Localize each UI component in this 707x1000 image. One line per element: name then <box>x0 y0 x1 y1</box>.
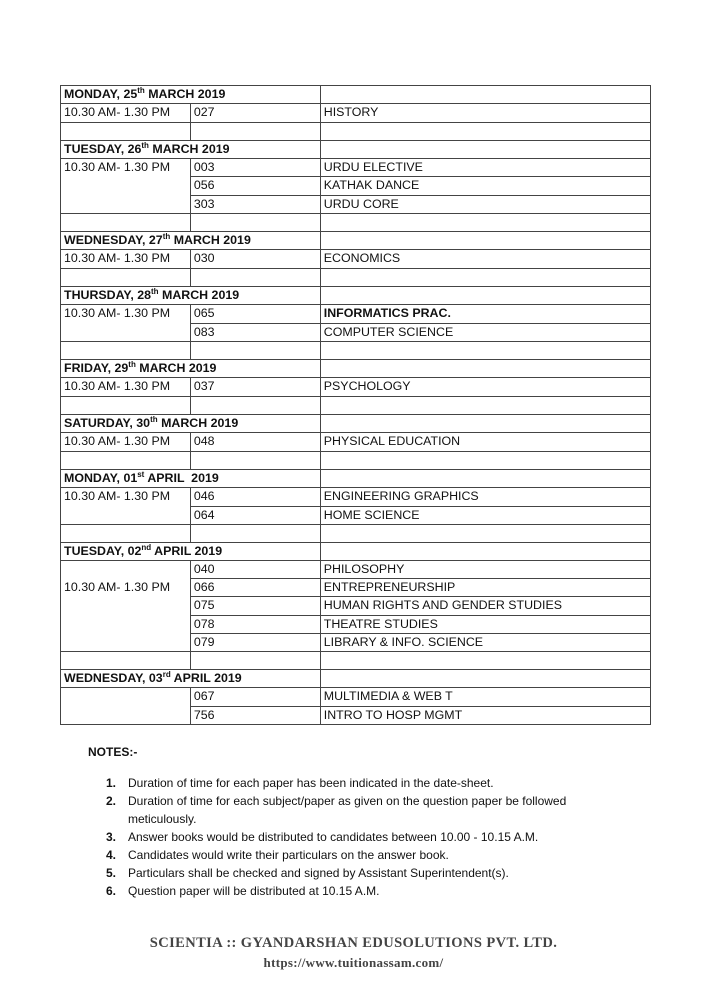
subject-name: ECONOMICS <box>320 250 650 269</box>
exam-time-text: 10.30 AM- 1.30 PM <box>64 160 171 174</box>
subject-name: PHILOSOPHY <box>320 561 650 579</box>
exam-time-text: 10.30 AM- 1.30 PM <box>64 105 171 119</box>
date-sheet-table <box>60 85 651 725</box>
note-number: 3. <box>106 830 117 844</box>
exam-time-text: 10.30 AM- 1.30 PM <box>64 379 171 393</box>
exam-date-day: MONDAY, 01 <box>64 471 138 485</box>
subject-name: PHYSICAL EDUCATION <box>320 433 650 452</box>
subject-code: 048 <box>190 433 320 452</box>
empty-cell <box>190 342 320 360</box>
note-number: 5. <box>106 866 117 880</box>
empty-cell <box>61 123 191 141</box>
spacer-row <box>61 269 651 287</box>
notes-list <box>106 774 598 900</box>
subject-name: MULTIMEDIA & WEB T <box>320 688 650 707</box>
empty-cell <box>320 652 650 670</box>
empty-cell <box>190 214 320 232</box>
day-header-row <box>61 470 651 488</box>
subject-row <box>61 250 651 269</box>
empty-cell <box>320 123 650 141</box>
subject-name: INFORMATICS PRAC. <box>320 305 650 324</box>
empty-cell <box>320 342 650 360</box>
subject-name: HUMAN RIGHTS AND GENDER STUDIES <box>320 597 650 615</box>
spacer-row <box>61 397 651 415</box>
subject-name: COMPUTER SCIENCE <box>320 323 650 342</box>
subject-name: PSYCHOLOGY <box>320 378 650 397</box>
exam-date-month: MARCH 2019 <box>148 142 230 156</box>
empty-cell <box>320 360 650 378</box>
spacer-row <box>61 525 651 543</box>
note-text: Candidates would write their particulars on the answer book. <box>128 848 449 862</box>
day-header-row <box>61 415 651 433</box>
subject-code: 066 <box>190 579 320 597</box>
exam-date-day: THURSDAY, 28 <box>64 288 151 302</box>
exam-time <box>61 305 191 342</box>
exam-time-text: 10.30 AM- 1.30 PM <box>64 489 171 503</box>
empty-cell <box>61 342 191 360</box>
spacer-row <box>61 214 651 232</box>
exam-time <box>61 378 191 397</box>
exam-date-ordinal: th <box>137 86 145 95</box>
empty-cell <box>320 525 650 543</box>
subject-code: 756 <box>190 706 320 725</box>
subject-name: ENTREPRENEURSHIP <box>320 579 650 597</box>
note-item <box>106 864 598 882</box>
exam-date-ordinal: th <box>162 232 171 241</box>
subject-name: INTRO TO HOSP MGMT <box>320 706 650 725</box>
subject-row <box>61 488 651 507</box>
exam-time-text: 10.30 AM- 1.30 PM <box>64 251 171 265</box>
exam-time <box>61 250 191 269</box>
subject-name: KATHAK DANCE <box>320 177 650 195</box>
empty-cell <box>61 452 191 470</box>
exam-date-ordinal: th <box>141 141 149 150</box>
empty-cell <box>190 397 320 415</box>
exam-date-ordinal: rd <box>162 670 171 679</box>
empty-cell <box>320 397 650 415</box>
exam-time <box>61 688 191 725</box>
empty-cell <box>320 232 650 250</box>
spacer-row <box>61 123 651 141</box>
exam-date-month: APRIL 2019 <box>170 671 242 685</box>
exam-date-month: APRIL 2019 <box>151 544 223 558</box>
empty-cell <box>61 214 191 232</box>
note-item <box>106 792 598 828</box>
subject-row <box>61 433 651 452</box>
exam-date <box>61 360 321 378</box>
note-item <box>106 882 598 900</box>
subject-name: LIBRARY & INFO. SCIENCE <box>320 633 650 651</box>
subject-code: 027 <box>190 104 320 123</box>
empty-cell <box>320 214 650 232</box>
exam-date-day: TUESDAY, 02 <box>64 544 142 558</box>
subject-code: 065 <box>190 305 320 324</box>
exam-date-day: SATURDAY, 30 <box>64 416 151 430</box>
empty-cell <box>320 415 650 433</box>
exam-time-text: 10.30 AM- 1.30 PM <box>64 434 171 448</box>
exam-date-ordinal: st <box>137 470 145 479</box>
exam-date <box>61 141 321 159</box>
exam-date-day: WEDNESDAY, 03 <box>64 671 163 685</box>
day-header-row <box>61 360 651 378</box>
subject-code: 003 <box>190 159 320 177</box>
empty-cell <box>320 287 650 305</box>
day-header-row <box>61 287 651 305</box>
day-header-row <box>61 86 651 104</box>
note-number: 4. <box>106 848 117 862</box>
note-item <box>106 846 598 864</box>
note-text: Question paper will be distributed at 10.15 A.M. <box>128 884 380 898</box>
subject-code: 037 <box>190 378 320 397</box>
subject-row <box>61 104 651 123</box>
exam-time <box>61 561 191 652</box>
subject-code: 030 <box>190 250 320 269</box>
note-number: 1. <box>106 776 117 790</box>
empty-cell <box>190 525 320 543</box>
exam-time <box>61 488 191 525</box>
exam-time <box>61 433 191 452</box>
exam-date-day: MONDAY, 25 <box>64 87 138 101</box>
exam-date-month: MARCH 2019 <box>170 233 251 247</box>
day-header-row <box>61 141 651 159</box>
exam-time-text: 10.30 AM- 1.30 PM <box>64 306 171 320</box>
empty-cell <box>61 652 191 670</box>
exam-date-month: APRIL 2019 <box>144 471 219 485</box>
empty-cell <box>320 86 650 104</box>
note-number: 2. <box>106 794 117 808</box>
empty-cell <box>190 269 320 287</box>
notes-title: NOTES:- <box>88 745 138 759</box>
exam-date-day: WEDNESDAY, 27 <box>64 233 163 247</box>
subject-code: 040 <box>190 561 320 579</box>
day-header-row <box>61 670 651 688</box>
exam-time-text: 10.30 AM- 1.30 PM <box>64 580 171 594</box>
note-text: Duration of time for each paper has been indicated in the date-sheet. <box>128 776 494 790</box>
subject-name: URDU CORE <box>320 195 650 213</box>
subject-row <box>61 378 651 397</box>
note-item <box>106 774 598 792</box>
subject-name: THEATRE STUDIES <box>320 615 650 633</box>
empty-cell <box>61 397 191 415</box>
subject-row <box>61 688 651 707</box>
footer-company: SCIENTIA :: GYANDARSHAN EDUSOLUTIONS PVT. LTD. <box>149 935 558 951</box>
subject-name: ENGINEERING GRAPHICS <box>320 488 650 507</box>
empty-cell <box>61 525 191 543</box>
exam-time <box>61 159 191 214</box>
exam-date-ordinal: th <box>128 360 136 369</box>
subject-code: 075 <box>190 597 320 615</box>
subject-code: 067 <box>190 688 320 707</box>
note-text: Particulars shall be checked and signed by Assistant Superintendent(s). <box>128 866 509 880</box>
empty-cell <box>190 652 320 670</box>
note-text: Answer books would be distributed to candidates between 10.00 - 10.15 A.M. <box>128 830 539 844</box>
day-header-row <box>61 232 651 250</box>
subject-code: 083 <box>190 323 320 342</box>
exam-date <box>61 543 321 561</box>
subject-code: 064 <box>190 506 320 525</box>
exam-time <box>61 104 191 123</box>
note-number: 6. <box>106 884 117 898</box>
subject-name: HOME SCIENCE <box>320 506 650 525</box>
exam-date-month: MARCH 2019 <box>158 288 240 302</box>
exam-date-month: MARCH 2019 <box>157 416 239 430</box>
exam-date <box>61 86 321 104</box>
exam-date-day: TUESDAY, 26 <box>64 142 142 156</box>
exam-date-ordinal: th <box>151 287 159 296</box>
note-item <box>106 828 598 846</box>
empty-cell <box>61 269 191 287</box>
exam-date <box>61 670 321 688</box>
subject-row <box>61 159 651 177</box>
exam-date <box>61 287 321 305</box>
subject-row <box>61 305 651 324</box>
subject-code: 303 <box>190 195 320 213</box>
empty-cell <box>190 452 320 470</box>
footer-website[interactable]: https://www.tuitionassam.com/ <box>263 955 444 970</box>
day-header-row <box>61 543 651 561</box>
exam-date <box>61 470 321 488</box>
spacer-row <box>61 452 651 470</box>
exam-date-ordinal: th <box>150 415 158 424</box>
exam-date-ordinal: nd <box>141 543 152 552</box>
exam-date <box>61 415 321 433</box>
exam-date <box>61 232 321 250</box>
empty-cell <box>320 543 650 561</box>
exam-date-day: FRIDAY, 29 <box>64 361 129 375</box>
empty-cell <box>320 269 650 287</box>
subject-name: HISTORY <box>320 104 650 123</box>
subject-name: URDU ELECTIVE <box>320 159 650 177</box>
empty-cell <box>320 452 650 470</box>
empty-cell <box>320 670 650 688</box>
subject-code: 056 <box>190 177 320 195</box>
empty-cell <box>320 141 650 159</box>
exam-date-month: MARCH 2019 <box>144 87 226 101</box>
exam-date-month: MARCH 2019 <box>135 361 217 375</box>
subject-code: 078 <box>190 615 320 633</box>
subject-row <box>61 561 651 579</box>
note-text: Duration of time for each subject/paper as given on the question paper be followed meticulously. <box>128 794 567 826</box>
subject-code: 046 <box>190 488 320 507</box>
empty-cell <box>320 470 650 488</box>
spacer-row <box>61 652 651 670</box>
spacer-row <box>61 342 651 360</box>
empty-cell <box>190 123 320 141</box>
subject-code: 079 <box>190 633 320 651</box>
